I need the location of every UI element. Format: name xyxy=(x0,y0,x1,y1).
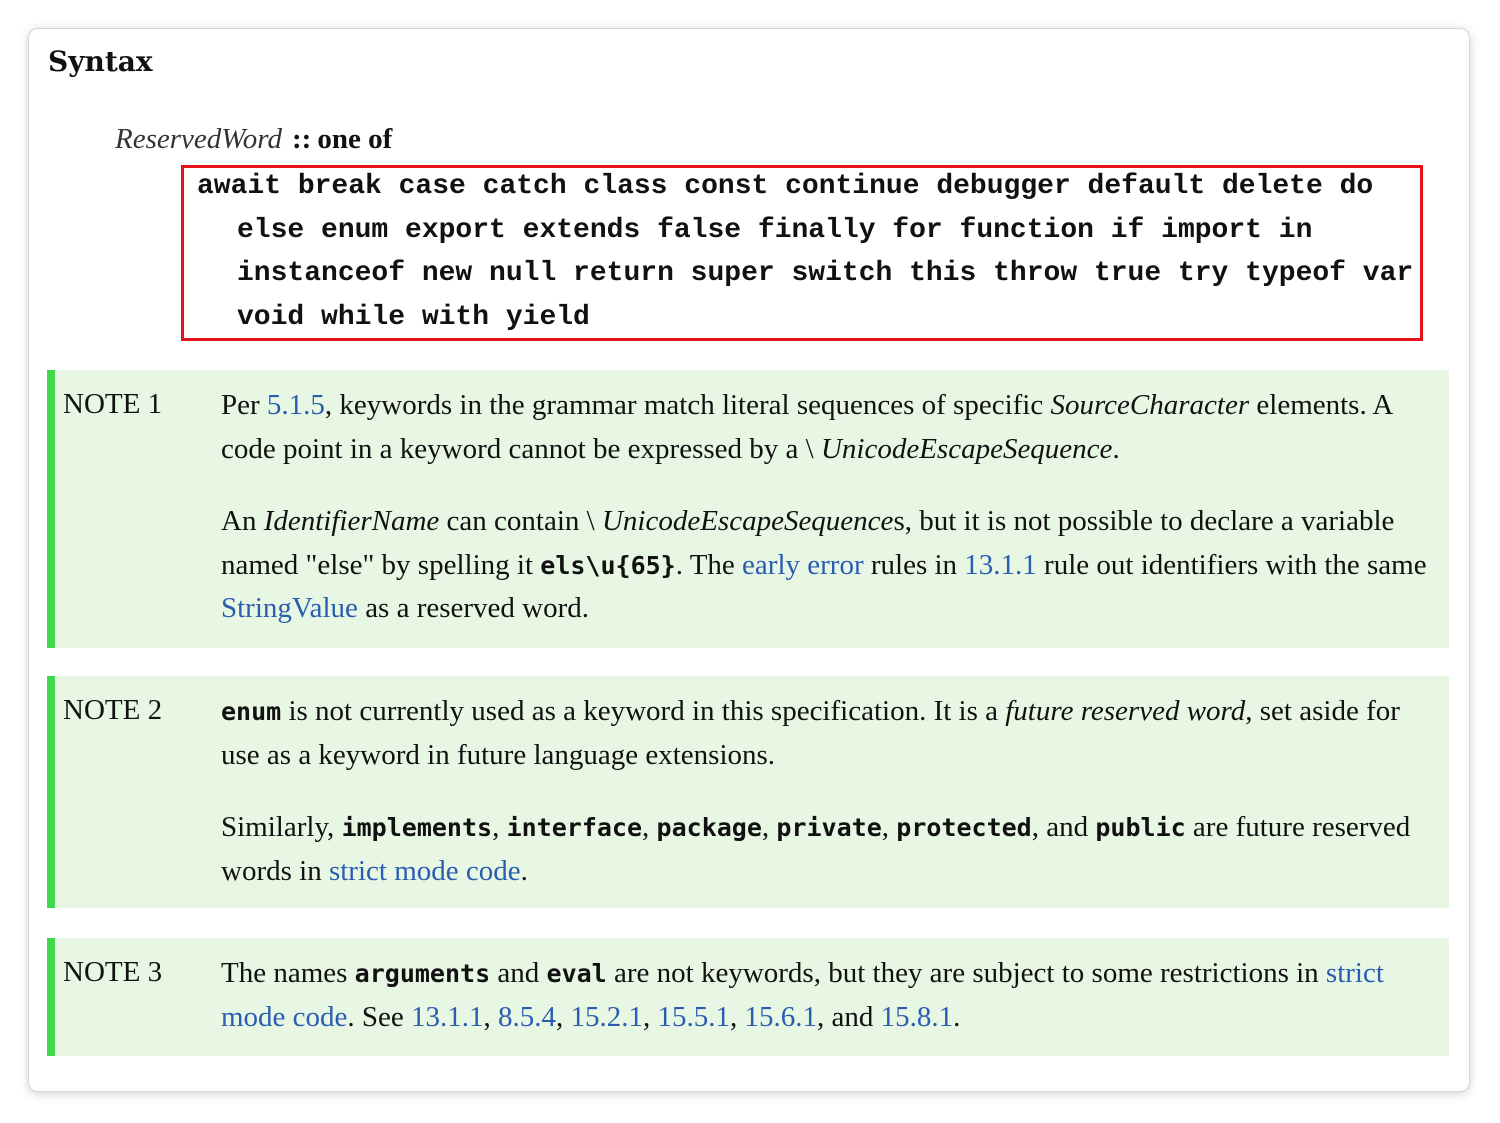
strict-mode-code-link[interactable]: strict mode code xyxy=(221,957,1384,1033)
text: An xyxy=(221,505,264,537)
text: . xyxy=(953,1000,961,1033)
note-paragraph xyxy=(221,690,1441,777)
note-paragraph xyxy=(221,952,1441,1039)
nonterminal-name: UnicodeEscapeSequence xyxy=(601,505,894,537)
note-2 xyxy=(47,676,1449,908)
reserved-words-line: else enum export extends false finally for function if import in xyxy=(237,215,1313,246)
production-one-of: one of xyxy=(317,123,393,155)
text: , xyxy=(643,1000,658,1033)
note-label: NOTE 2 xyxy=(63,694,163,726)
text: , xyxy=(556,1000,571,1033)
strict-mode-code-link[interactable]: strict mode code xyxy=(328,854,521,887)
inline-code: interface xyxy=(506,813,643,842)
text: , xyxy=(730,1000,745,1033)
note-3 xyxy=(47,938,1449,1056)
text: rules in xyxy=(863,548,965,581)
inline-code: arguments xyxy=(354,959,491,988)
text: , keywords in the grammar match literal sequences of specific xyxy=(324,389,1051,421)
syntax-heading: Syntax xyxy=(48,45,153,78)
text: , xyxy=(492,811,507,843)
note-label: NOTE 1 xyxy=(63,388,163,420)
text: are not keywords, but they are subject to some restrictions in xyxy=(606,957,1326,989)
text: , xyxy=(761,811,777,843)
nonterminal-name: IdentifierName xyxy=(263,505,440,537)
section-link[interactable]: 13.1.1 xyxy=(964,548,1037,581)
spec-section-card xyxy=(28,28,1470,1092)
text: , xyxy=(881,811,897,843)
section-link[interactable]: 8.5.4 xyxy=(498,1000,557,1033)
inline-code: enum xyxy=(221,697,282,726)
early-error-link[interactable]: early error xyxy=(742,548,864,581)
text: , and xyxy=(817,1000,881,1033)
text: Per xyxy=(221,389,267,421)
emphasis-term: future reserved word xyxy=(1005,695,1246,727)
stringvalue-link[interactable]: StringValue xyxy=(221,592,358,624)
text: , xyxy=(642,811,657,843)
inline-code: protected xyxy=(896,813,1032,842)
text: s, but it is not possible to declare a variable named "else" by spelling it xyxy=(221,505,1395,581)
production-operator: :: xyxy=(291,123,312,155)
inline-code: package xyxy=(656,813,762,842)
reserved-words-line: instanceof new null return super switch this throw true try typeof var xyxy=(237,258,1414,289)
text: , xyxy=(483,1000,499,1033)
note-body xyxy=(221,384,1441,631)
nonterminal-name: UnicodeEscapeSequence xyxy=(820,432,1113,465)
inline-code: els\u{65} xyxy=(540,550,676,580)
note-paragraph xyxy=(221,806,1441,893)
reserved-words-line: await break case catch class const continue debugger default delete do xyxy=(197,171,1374,202)
text: The names xyxy=(221,957,355,989)
reserved-words-highlight-box xyxy=(181,165,1423,341)
note-1 xyxy=(47,370,1449,648)
grammar-production xyxy=(115,123,392,156)
text: and xyxy=(490,957,547,989)
section-link[interactable]: 15.5.1 xyxy=(657,1000,731,1033)
note-body xyxy=(221,690,1441,893)
text: as a reserved word. xyxy=(357,592,590,624)
text: . The xyxy=(675,548,743,581)
text: . xyxy=(520,854,528,887)
text: are future reserved words in xyxy=(221,811,1411,887)
text: rule out identifiers with the same xyxy=(1036,548,1427,581)
text: . See xyxy=(347,1000,412,1033)
note-paragraph xyxy=(221,384,1441,471)
text: Similarly, xyxy=(221,811,342,843)
section-link[interactable]: 15.8.1 xyxy=(880,1000,954,1033)
text: can contain \ xyxy=(439,505,602,537)
text: , set aside for use as a keyword in future language extensions. xyxy=(221,695,1400,771)
note-body xyxy=(221,952,1441,1039)
inline-code: private xyxy=(776,813,882,842)
text: elements. A code point in a keyword cannot be expressed by a \ xyxy=(221,389,1392,465)
nonterminal-name: SourceCharacter xyxy=(1050,389,1250,421)
section-link[interactable]: 5.1.5 xyxy=(266,389,325,421)
note-label: NOTE 3 xyxy=(63,956,163,988)
inline-code: eval xyxy=(546,959,607,988)
text: , and xyxy=(1031,811,1096,843)
reserved-words-line: void while with yield xyxy=(237,302,590,333)
text: . xyxy=(1112,432,1120,465)
section-link[interactable]: 13.1.1 xyxy=(411,1000,484,1033)
inline-code: public xyxy=(1095,813,1186,842)
note-paragraph xyxy=(221,500,1441,631)
production-nonterminal: ReservedWord xyxy=(115,123,282,155)
section-link[interactable]: 15.6.1 xyxy=(744,1000,818,1033)
text: is not currently used as a keyword in this specification. It is a xyxy=(281,695,1006,727)
inline-code: implements xyxy=(341,813,493,842)
section-link[interactable]: 15.2.1 xyxy=(570,1000,644,1033)
